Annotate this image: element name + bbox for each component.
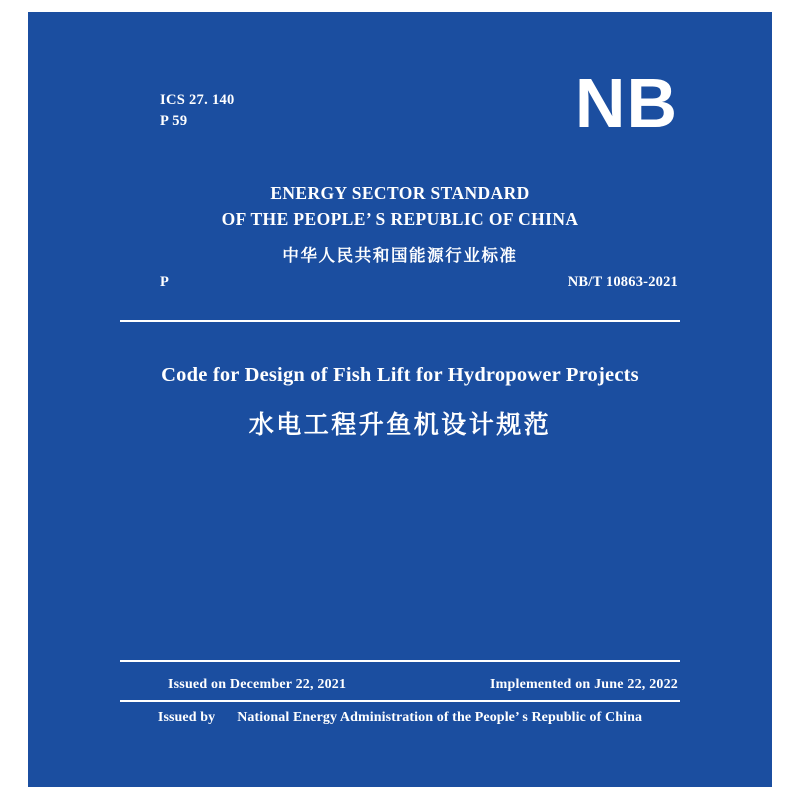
- header-line-english-2: OF THE PEOPLE’ S REPUBLIC OF CHINA: [221, 209, 579, 230]
- cover-content-area: [120, 12, 680, 787]
- ics-block: [160, 90, 235, 132]
- title-chinese: 水电工程升鱼机设计规范: [248, 412, 552, 439]
- designation-row: [120, 274, 680, 291]
- issuer-line: [120, 710, 680, 726]
- issued-by-label: Issued by: [157, 710, 216, 725]
- issuer-organization: National Energy Administration of the People’ s Republic of China: [237, 710, 643, 725]
- divider-top: [120, 320, 680, 322]
- header-line-chinese: 中华人民共和国能源行业标准: [282, 245, 518, 265]
- issue-date: Issued on December 22, 2021: [168, 677, 347, 692]
- divider-dates-top: [120, 660, 680, 662]
- divider-dates-bottom: [120, 700, 680, 702]
- nb-logo: NB: [574, 64, 678, 142]
- header-line-english-1: ENERGY SECTOR STANDARD: [270, 183, 530, 203]
- page-title: [90, 364, 710, 441]
- ics-code: ICS 27. 140: [160, 92, 235, 108]
- classification-code: P 59: [160, 113, 188, 130]
- standard-number: NB/T 10863-2021: [567, 274, 678, 290]
- title-english: Code for Design of Fish Lift for Hydropower Projects: [161, 364, 639, 386]
- dates-row: [120, 677, 680, 693]
- implementation-date: Implemented on June 22, 2022: [490, 677, 678, 692]
- standard-header: [120, 180, 680, 266]
- category-code: P: [160, 274, 169, 290]
- standard-cover-page: [28, 12, 772, 787]
